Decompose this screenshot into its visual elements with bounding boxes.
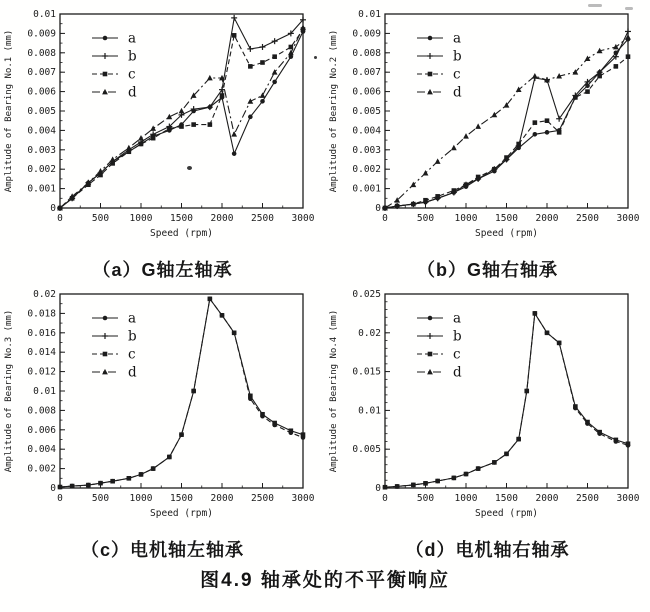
chart-d-bearing-no4 — [325, 282, 650, 538]
chart-c-bearing-no3 — [0, 282, 325, 538]
svg-text:0.002: 0.002 — [27, 164, 56, 176]
svg-text:1000: 1000 — [454, 213, 478, 224]
chart-cell-a — [0, 2, 325, 282]
svg-text:1500: 1500 — [170, 493, 193, 504]
svg-text:c: c — [128, 66, 136, 83]
scan-artifact-dot — [187, 166, 192, 170]
svg-text:0.004: 0.004 — [27, 444, 56, 456]
scan-artifact-smudge — [625, 7, 633, 10]
svg-text:c: c — [453, 346, 461, 363]
svg-text:d: d — [453, 364, 462, 381]
svg-text:2500: 2500 — [576, 213, 599, 224]
svg-text:0.01: 0.01 — [358, 405, 381, 417]
svg-text:0.007: 0.007 — [27, 67, 56, 79]
svg-text:1500: 1500 — [495, 493, 518, 504]
svg-text:0: 0 — [57, 213, 63, 224]
chart-b-bearing-no2 — [325, 2, 650, 258]
scan-artifact-dot — [314, 56, 317, 59]
svg-text:0.01: 0.01 — [33, 9, 56, 20]
svg-text:1000: 1000 — [454, 493, 478, 504]
svg-text:Speed (rpm): Speed (rpm) — [150, 228, 213, 239]
svg-text:3000: 3000 — [291, 213, 315, 224]
svg-text:2000: 2000 — [535, 493, 559, 504]
svg-text:2500: 2500 — [251, 493, 274, 504]
svg-text:2500: 2500 — [251, 213, 274, 224]
svg-text:0.006: 0.006 — [27, 424, 56, 436]
svg-text:1000: 1000 — [129, 213, 153, 224]
subcaption-a: （a）G轴左轴承 — [92, 260, 233, 280]
svg-text:0: 0 — [375, 203, 381, 214]
svg-text:0.005: 0.005 — [27, 106, 56, 117]
svg-text:0.014: 0.014 — [27, 347, 56, 359]
svg-text:3000: 3000 — [291, 493, 315, 504]
svg-text:0.01: 0.01 — [33, 386, 56, 397]
svg-text:a: a — [453, 310, 462, 327]
chart-a-bearing-no1 — [0, 2, 325, 258]
subcaption-b: （b）G轴右轴承 — [417, 260, 558, 280]
svg-text:0.008: 0.008 — [27, 405, 56, 417]
svg-text:0.018: 0.018 — [27, 308, 56, 320]
svg-text:0: 0 — [50, 483, 56, 494]
svg-text:3000: 3000 — [616, 213, 640, 224]
svg-text:0.016: 0.016 — [27, 327, 56, 339]
svg-text:2000: 2000 — [210, 493, 234, 504]
svg-text:a: a — [128, 310, 137, 327]
svg-text:0: 0 — [50, 203, 56, 214]
svg-text:a: a — [128, 30, 137, 47]
figure-caption: 图4.9 轴承处的不平衡响应 — [200, 570, 450, 591]
subcaption-c: （c）电机轴左轴承 — [80, 540, 244, 560]
chart-cell-b — [325, 2, 650, 282]
svg-text:0.004: 0.004 — [27, 125, 56, 137]
figure-grid — [0, 2, 650, 592]
svg-text:0.001: 0.001 — [27, 183, 56, 195]
svg-text:b: b — [128, 328, 137, 345]
svg-text:0.006: 0.006 — [352, 86, 381, 98]
svg-text:0.015: 0.015 — [352, 366, 381, 378]
svg-text:d: d — [453, 84, 462, 101]
svg-text:500: 500 — [91, 213, 110, 224]
svg-text:d: d — [128, 84, 137, 101]
svg-text:0.004: 0.004 — [352, 125, 381, 137]
svg-text:1500: 1500 — [170, 213, 193, 224]
svg-text:Amplitude of Bearing No.4 (mm): Amplitude of Bearing No.4 (mm) — [329, 309, 339, 473]
svg-text:Speed (rpm): Speed (rpm) — [475, 228, 538, 239]
chart-cell-c — [0, 282, 325, 562]
bottom-row — [0, 282, 650, 562]
svg-text:0.009: 0.009 — [352, 28, 381, 40]
svg-text:Amplitude of Bearing No.1 (mm): Amplitude of Bearing No.1 (mm) — [4, 29, 14, 193]
svg-text:2500: 2500 — [576, 493, 599, 504]
subcaption-d: （d）电机轴右轴承 — [405, 540, 570, 560]
svg-text:500: 500 — [416, 213, 435, 224]
svg-text:0.025: 0.025 — [352, 289, 381, 300]
scan-artifact-smudge — [588, 4, 602, 7]
svg-text:Speed (rpm): Speed (rpm) — [150, 508, 213, 519]
svg-text:b: b — [128, 48, 137, 65]
svg-text:0: 0 — [382, 493, 388, 504]
svg-text:2000: 2000 — [535, 213, 559, 224]
svg-text:0.02: 0.02 — [358, 327, 381, 339]
svg-text:0.008: 0.008 — [352, 47, 381, 59]
svg-text:0.005: 0.005 — [352, 444, 381, 456]
svg-text:Speed (rpm): Speed (rpm) — [475, 508, 538, 519]
svg-text:0.001: 0.001 — [352, 183, 381, 195]
svg-text:0.009: 0.009 — [27, 28, 56, 40]
svg-text:500: 500 — [416, 493, 435, 504]
svg-text:b: b — [453, 328, 462, 345]
svg-text:1500: 1500 — [495, 213, 518, 224]
svg-text:0.012: 0.012 — [27, 366, 56, 378]
svg-text:Amplitude of Bearing No.3 (mm): Amplitude of Bearing No.3 (mm) — [4, 309, 14, 473]
svg-text:0.005: 0.005 — [352, 106, 381, 117]
top-row — [0, 2, 650, 282]
svg-text:b: b — [453, 48, 462, 65]
svg-text:Amplitude of Bearing No.2 (mm): Amplitude of Bearing No.2 (mm) — [329, 29, 339, 193]
svg-text:c: c — [128, 346, 136, 363]
svg-text:2000: 2000 — [210, 213, 234, 224]
svg-text:0.002: 0.002 — [27, 463, 56, 475]
svg-text:0.008: 0.008 — [27, 47, 56, 59]
svg-text:0: 0 — [382, 213, 388, 224]
svg-text:1000: 1000 — [129, 493, 153, 504]
svg-text:0: 0 — [375, 483, 381, 494]
svg-text:d: d — [128, 364, 137, 381]
svg-text:0.003: 0.003 — [27, 144, 56, 156]
svg-text:c: c — [453, 66, 461, 83]
svg-text:0.003: 0.003 — [352, 144, 381, 156]
svg-text:0: 0 — [57, 493, 63, 504]
svg-text:0.01: 0.01 — [358, 9, 381, 20]
svg-text:0.02: 0.02 — [33, 289, 56, 300]
svg-text:0.007: 0.007 — [352, 67, 381, 79]
svg-text:0.006: 0.006 — [27, 86, 56, 98]
chart-cell-d — [325, 282, 650, 562]
svg-text:a: a — [453, 30, 462, 47]
svg-text:0.002: 0.002 — [352, 164, 381, 176]
svg-text:3000: 3000 — [616, 493, 640, 504]
svg-text:500: 500 — [91, 493, 110, 504]
